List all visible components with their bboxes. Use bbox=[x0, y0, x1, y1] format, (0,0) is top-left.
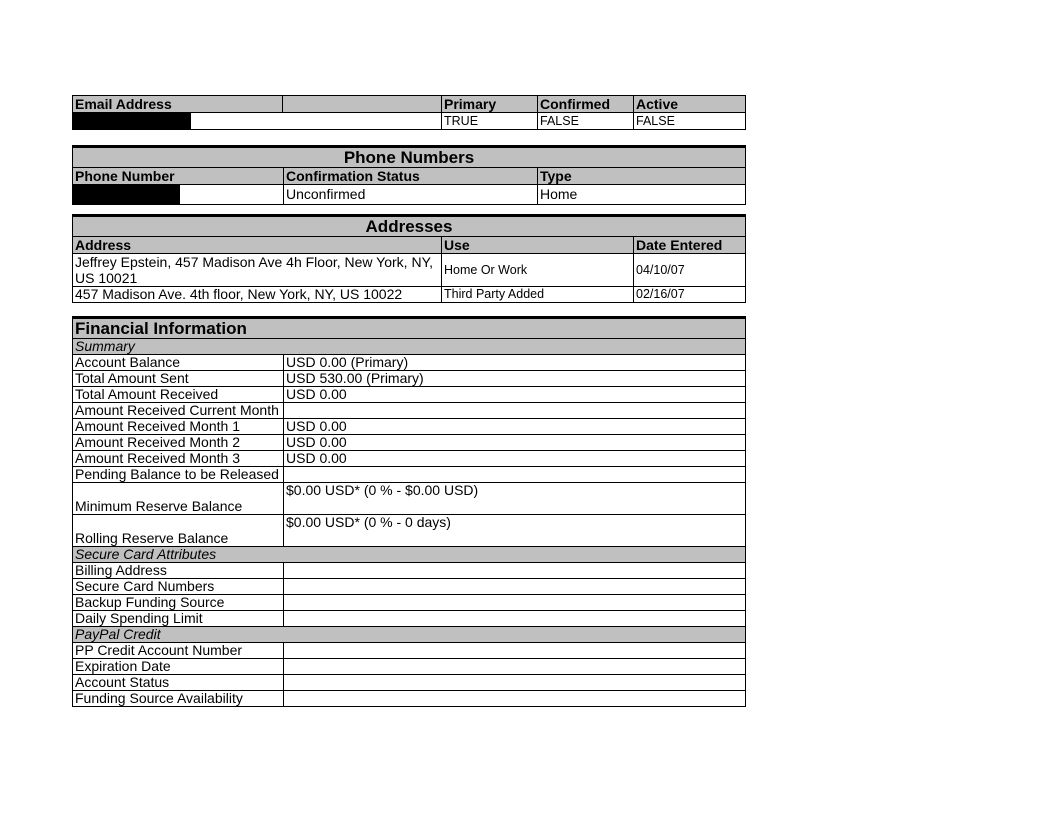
email-active-value: FALSE bbox=[634, 113, 746, 130]
table-row bbox=[73, 563, 746, 579]
addresses-header-row bbox=[73, 237, 746, 254]
table-row bbox=[73, 515, 746, 547]
table-row bbox=[73, 643, 746, 659]
confirmed-header: Confirmed bbox=[538, 96, 634, 113]
table-row bbox=[73, 113, 746, 130]
paypal-credit-subheader: PayPal Credit bbox=[73, 627, 746, 643]
table-row bbox=[73, 579, 746, 595]
primary-header: Primary bbox=[442, 96, 538, 113]
financial-section bbox=[72, 316, 745, 707]
table-row bbox=[73, 287, 746, 303]
received-month-3-label: Amount Received Month 3 bbox=[73, 451, 284, 467]
table-row bbox=[73, 419, 746, 435]
total-received-value: USD 0.00 bbox=[284, 387, 746, 403]
email-table bbox=[72, 95, 746, 130]
received-month-1-label: Amount Received Month 1 bbox=[73, 419, 284, 435]
address-date-value: 04/10/07 bbox=[634, 254, 746, 287]
phone-title-row bbox=[73, 147, 746, 168]
table-row bbox=[73, 371, 746, 387]
secure-card-subheader-row bbox=[73, 547, 746, 563]
address-value: 457 Madison Ave. 4th floor, New York, NY, US 10022 bbox=[73, 287, 442, 303]
backup-funding-label: Backup Funding Source bbox=[73, 595, 284, 611]
daily-spending-limit-value bbox=[284, 611, 746, 627]
phone-type-value: Home bbox=[538, 185, 746, 205]
redaction-bar bbox=[73, 113, 191, 129]
secure-card-numbers-label: Secure Card Numbers bbox=[73, 579, 284, 595]
received-current-month-value bbox=[284, 403, 746, 419]
rolling-reserve-value: $0.00 USD* (0 % - 0 days) bbox=[284, 515, 746, 547]
email-confirmed-value: FALSE bbox=[538, 113, 634, 130]
phone-status-value: Unconfirmed bbox=[284, 185, 538, 205]
table-row bbox=[73, 611, 746, 627]
total-sent-label: Total Amount Sent bbox=[73, 371, 284, 387]
received-month-2-label: Amount Received Month 2 bbox=[73, 435, 284, 451]
financial-title-row bbox=[73, 318, 746, 339]
address-use-value: Third Party Added bbox=[442, 287, 634, 303]
addresses-title: Addresses bbox=[73, 216, 746, 237]
expiration-date-value bbox=[284, 659, 746, 675]
table-row bbox=[73, 185, 746, 205]
address-header: Address bbox=[73, 237, 442, 254]
received-month-2-value: USD 0.00 bbox=[284, 435, 746, 451]
address-value: Jeffrey Epstein, 457 Madison Ave 4h Floor, New York, NY, US 10021 bbox=[73, 254, 442, 287]
phone-number-cell bbox=[73, 185, 284, 205]
addresses-table bbox=[72, 214, 746, 303]
received-month-3-value: USD 0.00 bbox=[284, 451, 746, 467]
table-row bbox=[73, 691, 746, 707]
email-header-row bbox=[73, 96, 746, 113]
pending-balance-label: Pending Balance to be Released bbox=[73, 467, 284, 483]
expiration-date-label: Expiration Date bbox=[73, 659, 284, 675]
paypal-credit-subheader-row bbox=[73, 627, 746, 643]
use-header: Use bbox=[442, 237, 634, 254]
type-header: Type bbox=[538, 168, 746, 185]
pending-balance-value bbox=[284, 467, 746, 483]
account-balance-value: USD 0.00 (Primary) bbox=[284, 355, 746, 371]
date-entered-header: Date Entered bbox=[634, 237, 746, 254]
table-row bbox=[73, 659, 746, 675]
table-row bbox=[73, 467, 746, 483]
phone-numbers-title: Phone Numbers bbox=[73, 147, 746, 168]
table-row bbox=[73, 254, 746, 287]
backup-funding-value bbox=[284, 595, 746, 611]
minimum-reserve-value: $0.00 USD* (0 % - $0.00 USD) bbox=[284, 483, 746, 515]
funding-source-availability-label: Funding Source Availability bbox=[73, 691, 284, 707]
table-row bbox=[73, 451, 746, 467]
table-row bbox=[73, 675, 746, 691]
summary-subheader-row bbox=[73, 339, 746, 355]
account-balance-label: Account Balance bbox=[73, 355, 284, 371]
email-primary-value: TRUE bbox=[442, 113, 538, 130]
table-row bbox=[73, 483, 746, 515]
billing-address-label: Billing Address bbox=[73, 563, 284, 579]
minimum-reserve-label: Minimum Reserve Balance bbox=[73, 483, 284, 515]
addresses-title-row bbox=[73, 216, 746, 237]
active-header: Active bbox=[634, 96, 746, 113]
email-address-cell bbox=[73, 113, 442, 130]
email-address-header: Email Address bbox=[73, 96, 283, 113]
table-row bbox=[73, 435, 746, 451]
phone-header-row bbox=[73, 168, 746, 185]
total-sent-value: USD 530.00 (Primary) bbox=[284, 371, 746, 387]
secure-card-subheader: Secure Card Attributes bbox=[73, 547, 746, 563]
address-use-value: Home Or Work bbox=[442, 254, 634, 287]
summary-subheader: Summary bbox=[73, 339, 746, 355]
email-section bbox=[72, 95, 745, 130]
funding-source-availability-value bbox=[284, 691, 746, 707]
address-date-value: 02/16/07 bbox=[634, 287, 746, 303]
account-status-value bbox=[284, 675, 746, 691]
confirmation-status-header: Confirmation Status bbox=[284, 168, 538, 185]
total-received-label: Total Amount Received bbox=[73, 387, 284, 403]
addresses-section bbox=[72, 214, 745, 303]
rolling-reserve-label: Rolling Reserve Balance bbox=[73, 515, 284, 547]
billing-address-value bbox=[284, 563, 746, 579]
phone-table bbox=[72, 145, 746, 205]
financial-table bbox=[72, 316, 746, 707]
redaction-bar bbox=[73, 185, 180, 204]
table-row bbox=[73, 595, 746, 611]
pp-credit-account-number-value bbox=[284, 643, 746, 659]
phone-section bbox=[72, 145, 745, 205]
phone-number-header: Phone Number bbox=[73, 168, 284, 185]
pp-credit-account-number-label: PP Credit Account Number bbox=[73, 643, 284, 659]
email-blank-header bbox=[283, 96, 442, 113]
daily-spending-limit-label: Daily Spending Limit bbox=[73, 611, 284, 627]
secure-card-numbers-value bbox=[284, 579, 746, 595]
table-row bbox=[73, 387, 746, 403]
received-current-month-label: Amount Received Current Month bbox=[73, 403, 284, 419]
received-month-1-value: USD 0.00 bbox=[284, 419, 746, 435]
table-row bbox=[73, 403, 746, 419]
table-row bbox=[73, 355, 746, 371]
financial-information-title: Financial Information bbox=[73, 318, 746, 339]
account-status-label: Account Status bbox=[73, 675, 284, 691]
